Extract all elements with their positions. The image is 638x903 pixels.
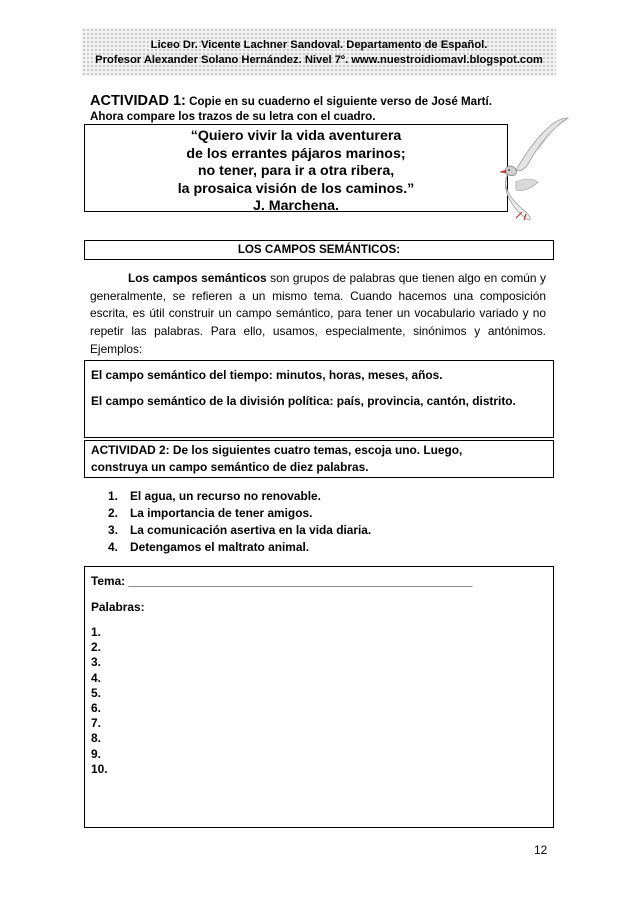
activity-1-label: ACTIVIDAD 1: — [90, 93, 186, 109]
word-number: 10. — [91, 761, 108, 776]
word-number: 3. — [91, 655, 101, 670]
activity-2-box — [84, 440, 554, 478]
page-number: 12 — [534, 843, 548, 857]
example-item: El campo semántico de la división política: país, provincia, cantón, distrito. — [91, 394, 516, 408]
word-number: 6. — [91, 701, 101, 716]
paragraph-body: son grupos de palabras que tienen algo en común y generalmente, se refieren a un mismo tema. Cuando hacemos una composición escrita, es útil construir un campo semántico, para tener un vocabulario variado y no repetir las palabras. Para ello, usamos, especialmente, sinónimos y antónimos. Ejemplos: — [90, 271, 546, 356]
paragraph-lead: Los campos semánticos — [128, 271, 267, 285]
explanation-paragraph — [90, 270, 546, 359]
topics-list — [108, 488, 371, 556]
word-number: 1. — [91, 625, 101, 639]
list-item: 2. La importancia de tener amigos. — [108, 506, 313, 520]
seagull-icon — [498, 112, 570, 222]
list-item: 1. El agua, un recurso no renovable. — [108, 489, 321, 503]
activity-1-instructions — [90, 94, 492, 124]
poem-line: no tener, para ir a otra ribera, — [197, 163, 395, 179]
word-number: 8. — [91, 731, 101, 746]
worksheet-box — [84, 566, 554, 828]
poem-box — [84, 124, 508, 212]
word-number: 4. — [91, 670, 101, 685]
poem-line: de los errantes pájaros marinos; — [186, 145, 406, 162]
example-item: El campo semántico del tiempo: minutos, horas, meses, años. — [91, 368, 443, 382]
activity-1-text-line2: Ahora compare los trazos de su letra con el cuadro. — [90, 110, 376, 123]
word-number: 2. — [91, 640, 101, 655]
examples-box — [84, 360, 554, 438]
activity-2-line1: ACTIVIDAD 2: De los siguientes cuatro temas, escoja uno. Luego, — [91, 443, 463, 457]
list-item: 3. La comunicación asertiva en la vida diaria. — [108, 523, 372, 537]
word-number: 9. — [91, 746, 101, 761]
word-number: 7. — [91, 716, 101, 731]
activity-2-line2: construya un campo semántico de diez palabras. — [91, 460, 369, 474]
tema-field: Tema: ____________________________________________________ — [91, 574, 473, 588]
list-item: 4. Detengamos el maltrato animal. — [108, 540, 310, 554]
word-number: 5. — [91, 685, 101, 700]
section-title: LOS CAMPOS SEMÁNTICOS: — [84, 240, 554, 260]
document-header — [82, 28, 556, 76]
activity-1-text-line1: Copie en su cuaderno el siguiente verso de José Martí. — [185, 95, 492, 108]
poem-author: J. Marchena. — [253, 198, 339, 214]
poem-line: “Quiero vivir la vida aventurera — [190, 128, 402, 144]
word-number-list — [91, 625, 547, 777]
poem-line: la prosaica visión de los caminos.” — [177, 180, 415, 197]
palabras-label: Palabras: — [91, 600, 145, 614]
header-teacher-line: Profesor Alexander Solano Hernández. Nivel 7º. www.nuestroidiomavl.blogspot.com — [95, 54, 543, 66]
header-school-line: Liceo Dr. Vicente Lachner Sandoval. Departamento de Español. — [150, 39, 488, 51]
